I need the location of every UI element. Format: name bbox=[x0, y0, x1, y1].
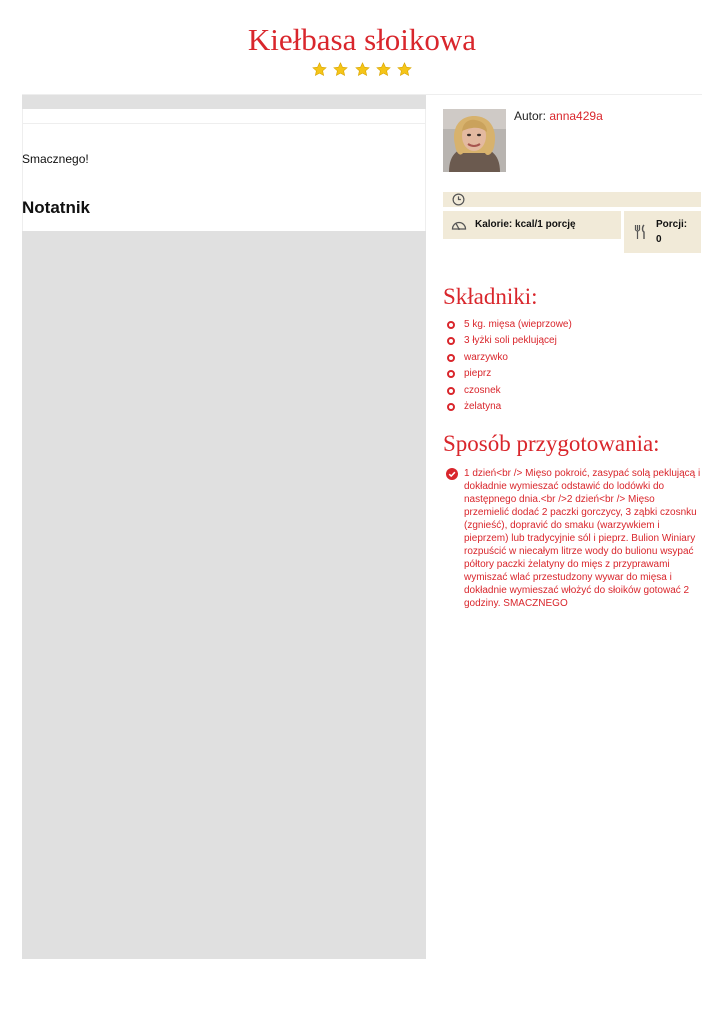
recipe-title: Kiełbasa słoikowa bbox=[247, 22, 477, 57]
ingredients-list bbox=[447, 317, 572, 415]
closing-text: Smacznego! bbox=[22, 152, 89, 166]
time-info bbox=[443, 192, 701, 207]
servings-value: 0 bbox=[656, 234, 662, 245]
rating-stars[interactable] bbox=[0, 62, 724, 82]
star-icon[interactable] bbox=[376, 62, 391, 77]
bullet-ring-icon bbox=[447, 321, 455, 329]
author-photo bbox=[443, 109, 506, 172]
avatar[interactable] bbox=[443, 109, 506, 172]
bullet-ring-icon bbox=[447, 337, 455, 345]
cutlery-icon bbox=[634, 224, 647, 240]
calories-label: Kalorie: kcal/1 porcję bbox=[475, 219, 576, 230]
gauge-icon bbox=[451, 218, 467, 232]
ingredient-text: 3 łyżki soli peklującej bbox=[464, 335, 557, 347]
star-icon[interactable] bbox=[355, 62, 370, 77]
ingredient-text: pieprz bbox=[464, 368, 492, 380]
star-icon[interactable] bbox=[397, 62, 412, 77]
ingredient-item bbox=[447, 333, 572, 349]
clock-icon bbox=[452, 193, 465, 206]
ingredient-text: czosnek bbox=[464, 384, 501, 396]
ingredient-item bbox=[447, 399, 572, 415]
author-label: Autor: bbox=[514, 109, 547, 123]
notes-area[interactable] bbox=[22, 231, 426, 959]
ingredient-text: warzywko bbox=[464, 351, 508, 363]
ingredient-text: żelatyna bbox=[464, 400, 502, 412]
notes-heading: Notatnik bbox=[22, 198, 90, 217]
bullet-ring-icon bbox=[447, 387, 455, 395]
check-circle-icon bbox=[446, 468, 458, 480]
photo-placeholder-band bbox=[22, 95, 426, 109]
preparation-heading: Sposób przygotowania: bbox=[443, 431, 660, 456]
ingredient-text: 5 kg. mięsa (wieprzowe) bbox=[464, 319, 572, 330]
star-icon[interactable] bbox=[312, 62, 327, 77]
ingredient-item bbox=[447, 317, 572, 333]
step-text: 1 dzień<br /> Mięso pokroić, zasypać solą peklującą i dokładnie wymieszać odstawić do lodówki do następnego dnia.<br />2 dzień<br /> Mięso przemielić dodać 2 paczki gorczycy, 3 ząbki czosnku (zgnieść), dopravić do smaku (warzywkiem i pieprzem) lub tradycyjnie sól i pieprz. Bulion Winiary rozpuścić w niecałym litrze wody do bulionu wsypać półtory paczki żelatyny do mięs z przyprawami wymiszać wlać przestudzony wywar do mięsa i dokładnie wymieszać włożyć do słoików gotować 2 godziny. SMACZNEGO bbox=[464, 468, 701, 609]
ingredient-item bbox=[447, 350, 572, 366]
content-divider bbox=[22, 123, 426, 124]
author-line bbox=[514, 109, 603, 123]
ingredients-heading: Składniki: bbox=[443, 284, 538, 309]
bullet-ring-icon bbox=[447, 354, 455, 362]
ingredient-item bbox=[447, 366, 572, 382]
bullet-ring-icon bbox=[447, 403, 455, 411]
servings-label: Porcji: bbox=[656, 219, 688, 230]
ingredient-item bbox=[447, 383, 572, 399]
calories-info bbox=[443, 211, 621, 239]
author-name-link[interactable]: anna429a bbox=[549, 109, 603, 123]
servings-info bbox=[624, 211, 701, 253]
star-icon[interactable] bbox=[333, 62, 348, 77]
bullet-ring-icon bbox=[447, 370, 455, 378]
